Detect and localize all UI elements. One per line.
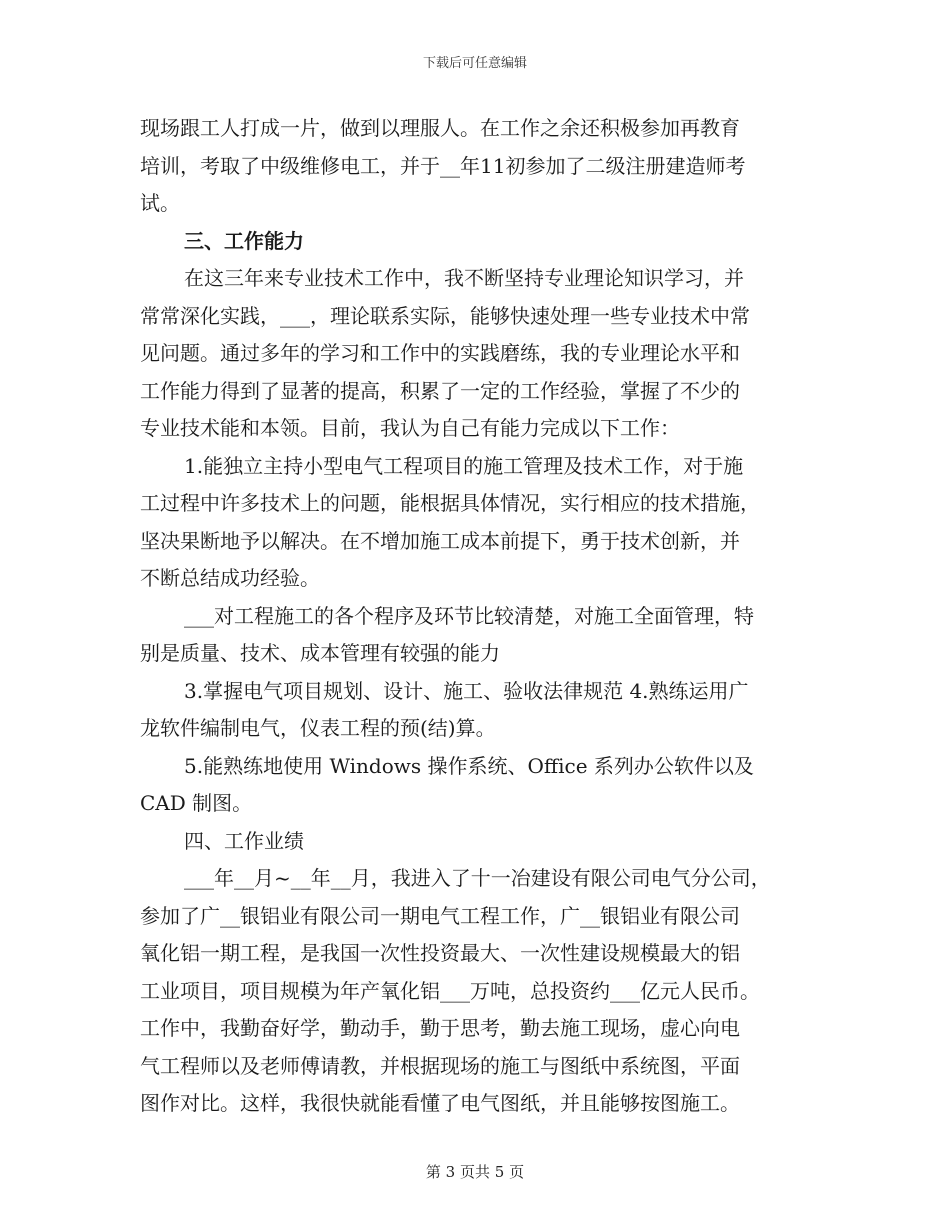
text-line: 1.能独立主持小型电气工程项目的施工管理及技术工作，对于施	[184, 453, 744, 478]
text-line: 工过程中许多技术上的问题，能根据具体情况，实行相应的技术措施，	[140, 491, 760, 515]
text-line: 常常深化实践，___，理论联系实际，能够快速处理一些专业技术中常	[140, 303, 750, 328]
text-line: 别是质量、技术、成本管理有较强的能力	[140, 641, 500, 665]
text-line: 工作能力得到了显著的提高，积累了一定的工作经验，掌握了不少的	[140, 378, 740, 403]
text-line: ___对工程施工的各个程序及环节比较清楚，对施工全面管理，特	[184, 603, 754, 628]
text-line: 3.掌握电气项目规划、设计、施工、验收法律规范 4.熟练运用广	[184, 678, 749, 703]
page-footer: 第 3 页共 5 页	[425, 1163, 525, 1181]
text-line: 参加了广__银铝业有限公司一期电气工程工作，广__银铝业有限公司	[140, 903, 740, 928]
text-line: 见问题。通过多年的学习和工作中的实践磨练，我的专业理论水平和	[140, 341, 740, 365]
text-line: ___年__月~__年__月，我进入了十一冶建设有限公司电气分公司，	[184, 866, 771, 890]
text-line: 图作对比。这样，我很快就能看懂了电气图纸，并且能够按图施工。	[140, 1091, 740, 1115]
text-line: 培训，考取了中级维修电工，并于__年11初参加了二级注册建造师考	[140, 153, 746, 178]
text-line: 气工程师以及老师傅请教，并根据现场的施工与图纸中系统图，平面	[140, 1053, 740, 1078]
section-heading: 三、工作能力	[184, 228, 304, 253]
text-line: 专业技术能和本领。目前，我认为自己有能力完成以下工作：	[140, 416, 680, 440]
text-line: 现场跟工人打成一片，做到以理服人。在工作之余还积极参加再教育	[140, 116, 740, 140]
text-line: 不断总结成功经验。	[140, 566, 320, 590]
text-line: 试。	[140, 191, 180, 215]
text-line: 龙软件编制电气，仪表工程的预(结)算。	[140, 716, 496, 740]
text-line: 氧化铝一期工程，是我国一次性投资最大、一次性建设规模最大的铝	[140, 941, 740, 965]
text-line: 四、工作业绩	[184, 828, 304, 853]
text-line: CAD 制图。	[140, 791, 253, 815]
text-line: 工作中，我勤奋好学，勤动手，勤于思考，勤去施工现场，虚心向电	[140, 1016, 740, 1040]
text-line: 工业项目，项目规模为年产氧化铝___万吨，总投资约___亿元人民币。	[140, 978, 760, 1003]
document-body	[140, 110, 810, 1123]
text-line: 坚决果断地予以解决。在不增加施工成本前提下，勇于技术创新，并	[140, 528, 740, 553]
text-line: 5.能熟练地使用 Windows 操作系统、Office 系列办公软件以及	[184, 753, 754, 778]
page-header: 下载后可任意编辑	[422, 56, 527, 71]
text-line: 在这三年来专业技术工作中，我不断坚持专业理论知识学习，并	[184, 266, 744, 290]
